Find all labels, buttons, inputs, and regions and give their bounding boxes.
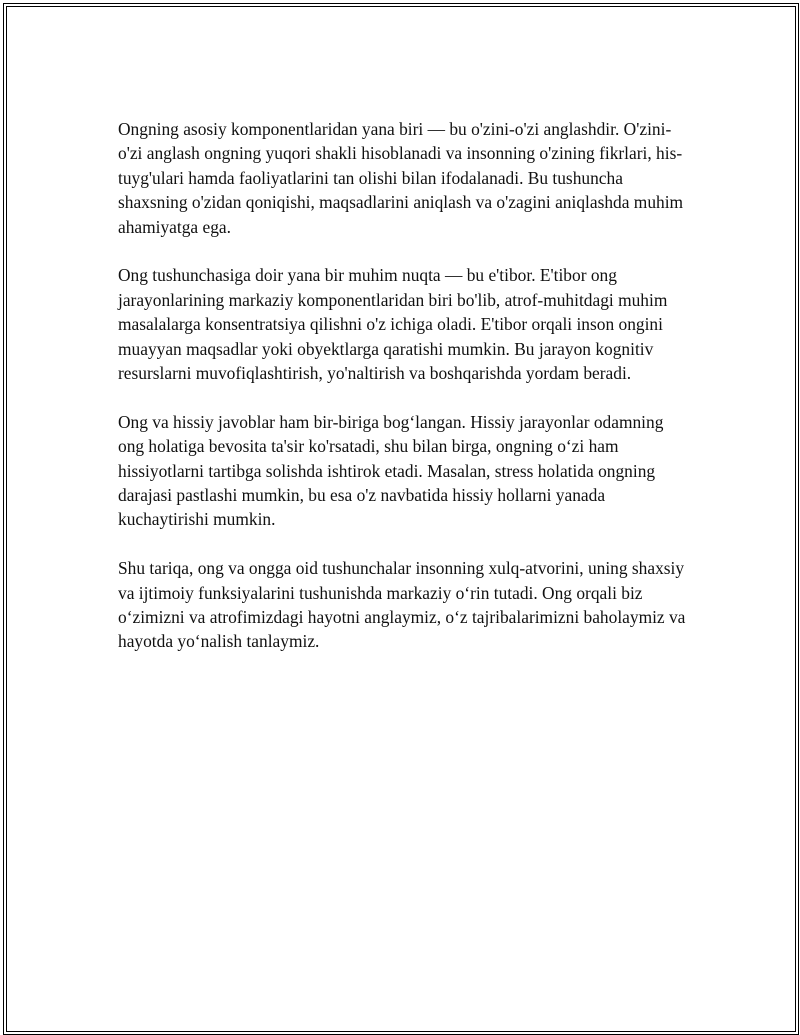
document-body <box>118 117 688 654</box>
paragraph-conclusion: Shu tariqa, ong va ongga oid tushunchalar insonning xulq-atvorini, uning shaxsiy va ijtimoiy funksiyalarini tushunishda markaziy o‘rin tutadi. Ong orqali biz o‘zimizni va atrofimizdagi hayotni anglaymiz, o‘z tajribalarimizni baholaymiz va hayotda yo‘nalish tanlaymiz. <box>118 558 686 652</box>
paragraph-attention: Ong tushunchasiga doir yana bir muhim nuqta — bu e'tibor. E'tibor ong jarayonlarining markaziy komponentlaridan biri bo'lib, atrof-muhitdagi muhim masalalarga konsentratsiya qilishni o'z ichiga oladi. E'tibor orqali inson ongini muayyan maqsadlar yoki obyektlarga qaratishi mumkin. Bu jarayon kognitiv resurslarni muvofiqlashtirish, yo'naltirish va boshqarishda yordam beradi. <box>118 265 668 384</box>
paragraph-emotions: Ong va hissiy javoblar ham bir-biriga bog‘langan. Hissiy jarayonlar odamning ong holatiga bevosita ta'sir ko'rsatadi, shu bilan birga, ongning o‘zi ham hissiyotlarni tartibga solishda ishtirok etadi. Masalan, stress holatida ongning darajasi pastlashi mumkin, bu esa o'z navbatida hissiy hollarni yanada kuchaytirishi mumkin. <box>118 411 664 530</box>
paragraph-self-awareness: Ongning asosiy komponentlaridan yana biri — bu o'zini-o'zi anglashdir. O'zini-o'zi anglash ongning yuqori shakli hisoblanadi va insonning o'zining fikrlari, his-tuyg'ulari hamda faoliyatlarini tan olishi bilan ifodalanadi. Bu tushuncha shaxsning o'zidan qoniqishi, maqsadlarini aniqlash va o'zagini aniqlashda muhim ahamiyatga ega. <box>118 119 684 237</box>
